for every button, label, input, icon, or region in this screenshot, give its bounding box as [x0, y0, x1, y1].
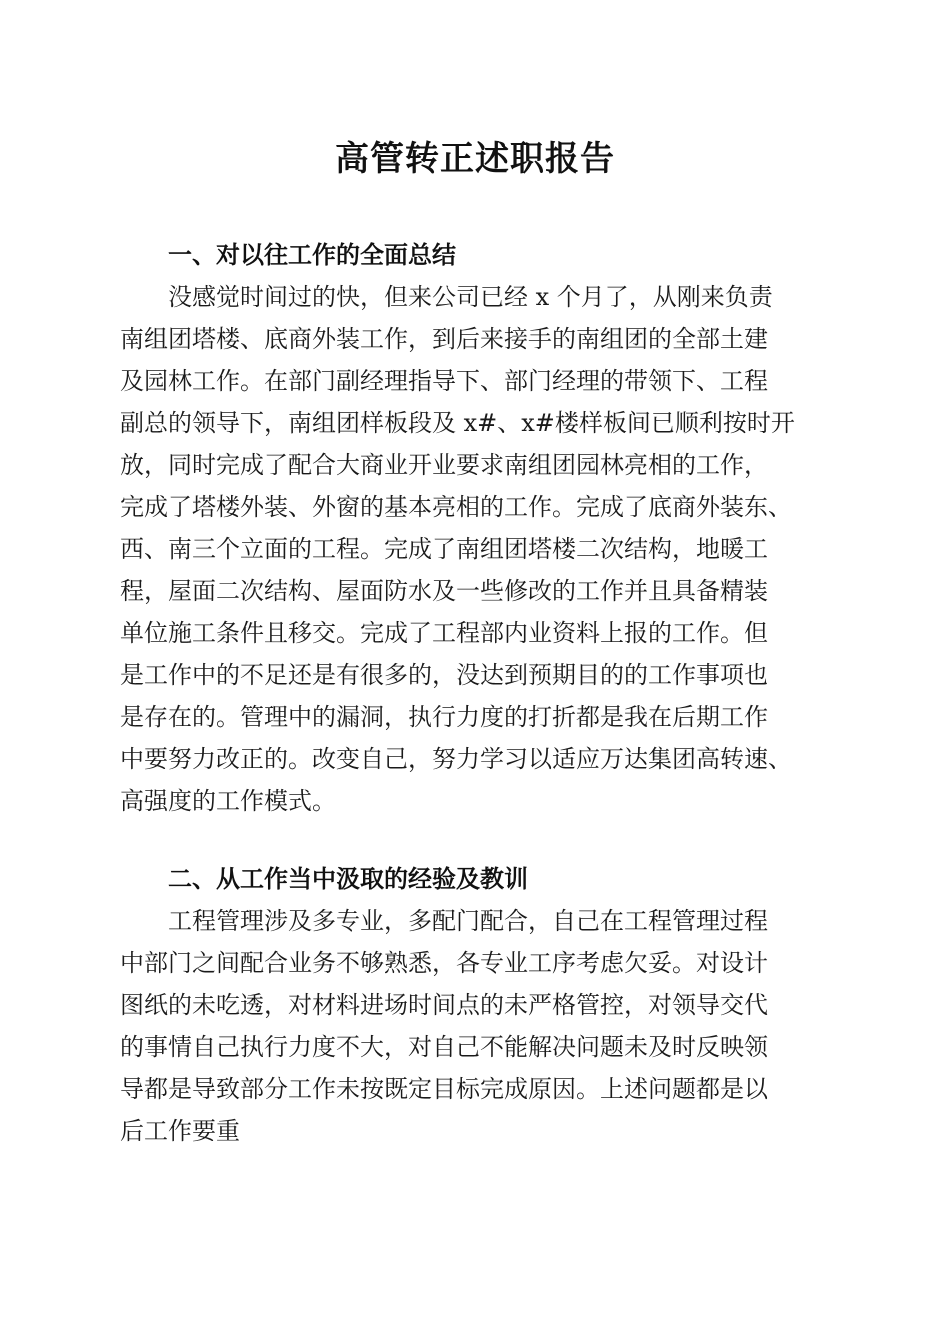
- paragraph-line: 中部门之间配合业务不够熟悉，各专业工序考虑欠妥。对设计: [120, 949, 768, 977]
- paragraph-line: 的事情自己执行力度不大，对自己不能解决问题未及时反映领: [120, 1033, 768, 1061]
- section-heading: [120, 234, 840, 276]
- paragraph-line: 单位施工条件且移交。完成了工程部内业资料上报的工作。但: [120, 619, 768, 647]
- paragraph-line: 放，同时完成了配合大商业开业要求南组团园林亮相的工作，: [120, 451, 768, 479]
- document-title: 高管转正述职报告: [335, 139, 615, 179]
- paragraph-line: 中要努力改正的。改变自己，努力学习以适应万达集团高转速、: [120, 745, 792, 773]
- paragraph-line: 没感觉时间过的快，但来公司已经 x 个月了，从刚来负责: [168, 283, 773, 311]
- paragraph-line: 图纸的未吃透，对材料进场时间点的未严格管控，对领导交代: [120, 991, 768, 1019]
- paragraph-line: 工程管理涉及多专业，多配门配合，自己在工程管理过程: [168, 907, 768, 935]
- paragraph-line: 导都是导致部分工作未按既定目标完成原因。上述问题都是以: [120, 1075, 768, 1103]
- paragraph-line: 高强度的工作模式。: [120, 787, 336, 815]
- section-2-heading: 二、从工作当中汲取的经验及教训: [168, 865, 528, 893]
- paragraph-line: 是工作中的不足还是有很多的，没达到预期目的的工作事项也: [120, 661, 768, 689]
- paragraph-line: 后工作要重: [120, 1117, 240, 1145]
- paragraph-line: 程，屋面二次结构、屋面防水及一些修改的工作并且具备精装: [120, 577, 768, 605]
- paragraph-line: 副总的领导下，南组团样板段及 x#、x#楼样板间已顺利按时开: [120, 409, 795, 437]
- paragraph-line: 是存在的。管理中的漏洞，执行力度的打折都是我在后期工作: [120, 703, 768, 731]
- paragraph-line: 南组团塔楼、底商外装工作，到后来接手的南组团的全部土建: [120, 325, 768, 353]
- section-heading: [120, 858, 840, 900]
- section-1-heading: 一、对以往工作的全面总结: [168, 241, 456, 269]
- paragraph-line: 及园林工作。在部门副经理指导下、部门经理的带领下、工程: [120, 367, 768, 395]
- paragraph-line: 西、南三个立面的工程。完成了南组团塔楼二次结构，地暖工: [120, 535, 768, 563]
- paragraph-line: 完成了塔楼外装、外窗的基本亮相的工作。完成了底商外装东、: [120, 493, 792, 521]
